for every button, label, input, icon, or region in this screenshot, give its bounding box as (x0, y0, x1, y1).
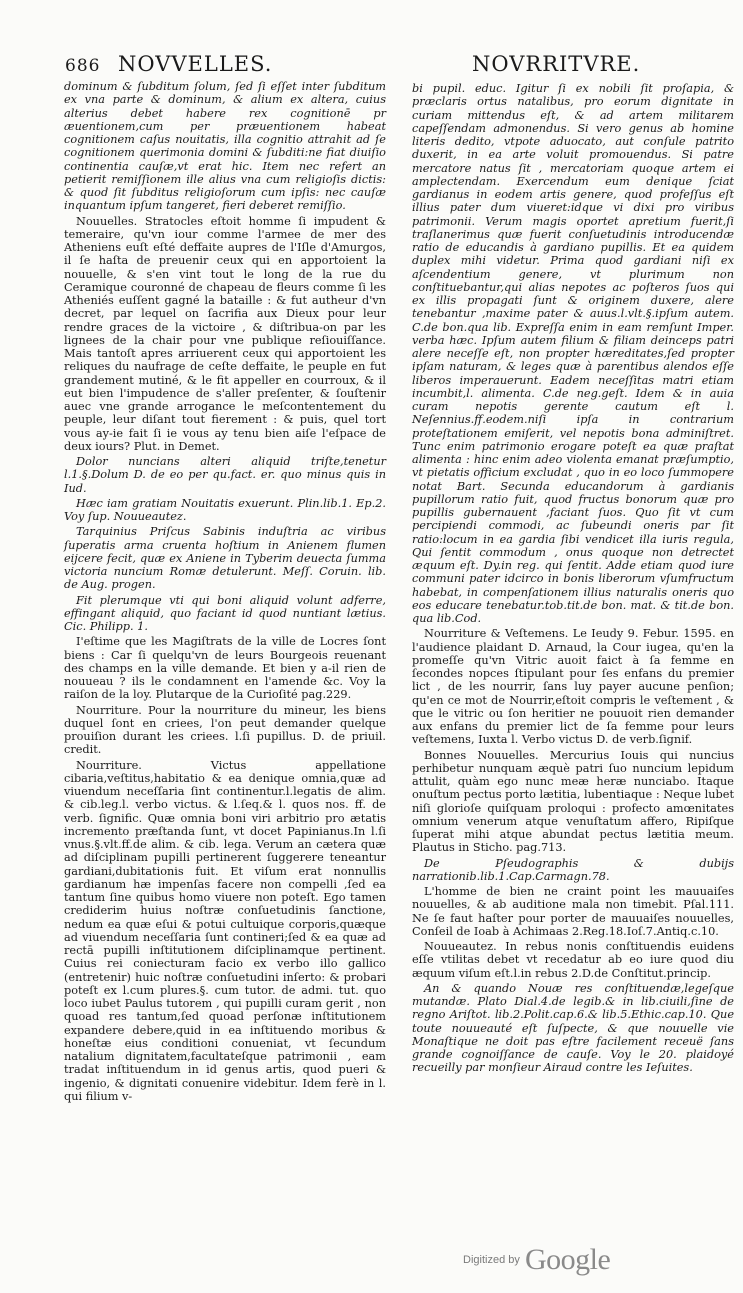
left-running-title: NOVVELLES. (118, 52, 273, 76)
paragraph: I'eſtime que les Magiſtrats de la ville de Locres ſont biens : Car ſi quelqu'vn de leurs Bourgeois reuenant des champs en la ville demande. Et bien y a-il rien de nouueau ? ils le condamnent en l'amende &c. Voy la raiſon de la loy. Plutarque de la Curioſité pag.229. (64, 635, 386, 702)
paragraph: Bonnes Nouuelles. Mercurius Iouis qui nuncius perhibetur nunquam æquè patri ſuo nuncium lepidum attulit, quàm ego nunc meæ heræ nunciabo. Itaque onuſtum pectus porto lætitia, lubentiaque : Neque lubet niſi glorioſe quiſquam proloqui : profecto amœnitates omnium venerum atque venuſtatum affero, Ripiſque ſuperat mihi atque abundat pectus lætitia meum. Plautus in Sticho. pag.713. (412, 748, 734, 855)
paragraph: De Pſeudographis & dubijs narrationib.lib.1.Cap.Carmagn.78. (412, 856, 734, 883)
left-column (64, 80, 386, 1103)
paragraph: Dolor nuncians alteri aliquid triſte,tenetur l.1.§.Dolum D. de eo per qu.fact. er. quo minus quis in Iud. (64, 455, 386, 495)
paragraph: Nouueautez. In rebus nonis conſtituendis euidens eſſe vtilitas debet vt recedatur ab eo iure quod diu æquum viſum eſt.l.in rebus 2.D.de Conſtitut.princip. (412, 940, 734, 980)
right-column (412, 82, 734, 1075)
paragraph: Nourriture & Veſtemens. Le Ieudy 9. Febur. 1595. en l'audience plaidant D. Arnaud, la Cour iugea, qu'en la promeſſe qu'vn Vitric auoit faict à ſa femme en ſecondes nopces ſtipulant pour ſes enfans du premier lict , de les nourrir, ſans luy payer aucune penſion; qu'en ce mot de Nourrir,eſtoit compris le veſtement , & que le vitric ou ſon heritier ne pouuoit rien demander aux enfans du premier lict de ſa femme pour leurs veſtemens, Iuxta l. Verbo victus D. de verb.ſignif. (412, 627, 734, 747)
digitized-by-label: Digitized by (463, 1254, 520, 1266)
paragraph: An & quando Nouæ res conſtituendæ,legeſque mutandæ. Plato Dial.4.de legib.& in lib.ciuili,ſine de regno Ariſtot. lib.2.Polit.cap.6.& lib.5.Ethic.cap.10. Que toute nouueauté eſt ſuſpecte, & que nouuelle vie Monaſtique ne doit pas eſtre facilement receuë ſans grande cognoiſſance de cauſe. Voy le 20. plaidoyé recueilly par monſieur Airaud contre les Ieſuites. (412, 981, 734, 1075)
paragraph: bi pupil. educ. Igitur ſi ex nobili ſit proſapia, & præclaris ortus natalibus, pro eorum dignitate in curiam mittendus eſt, & ad artem militarem capeſſendam admonendus. Si vero genus ab homine literis dedito, vtpote aduocato, aut conſule patrito duxerit, in ea arte voluit promouendus. Si patre mercatore natus ſit , mercatoriam quoque artem ei amplectendam. Exercendum eum denique ſciat gardianus in eodem artis genere, quod profeſſus eſt illius pater dum viueret:idque vi dixi pro viribus patrimonii. Verum magis oportet apretium fuerit,ſi traſlanerimus quæ fuerit conſuetudinis introducendæ ratio de educandis à gardiano pupillis. Et ea quidem duplex mihi videtur. Prima quod gardiani niſi ex aſcendentium genere, vt plurimum non conſtituebantur,qui alias nepotes ac poſteros ſuos qui ex illis propagati ſunt & originem duxere, alere tenebantur ,maxime pater & auus.l.vlt.§.ipſum autem. C.de bon.qua lib. Expreſſa enim in eam remſunt Imper. verba hæc. Ipſum autem filium & filiam deinceps patri alere neceſſe eſt, non propter hæreditates,ſed propter ipſam naturam, & leges quæ à parentibus alendos eſſe liberos imperauerunt. Eadem neceſſitas matri etiam incumbit,l. alimenta. C.de neg.geſt. Idem & in auia curam nepotis gerente cautum eſt l. Neſennius.ff.eodem.niſi ipſa in contrarium proteſtationem emiſerit, vel nepotis bona adminiſtret. Tunc enim patrimonio erogare poteſt ea quæ praſtat alimenta : hinc enim adeo violenta emanat præſumptio, vt pietatis officium excludat , quo in eo loco ſummopere notat Bart. Secunda educandorum à gardianis pupillorum ratio fuit, quod fructus bonorum quæ pro pupillis gubernauent ,faciant ſuos. Quo ſit vt cum percipiendi commodi, ac ſubeundi oneris par ſit ratio:locum in ea gardia ſibi vendicet illa iuris regula, Qui ſentit commodum , onus quoque non detrectet æquum eſt. Dy.in reg. qui ſentit. Adde etiam quod iure communi pater idcirco in bonis liberorum vſumfructum habebat, in compenſationem illius naturalis oneris quo eos educare tenebatur.tob.tit.de bon. mat. & tit.de bon. qua lib.Cod. (412, 82, 734, 625)
paragraph: Fit plerumque vti qui boni aliquid volunt adferre, effingant aliquid, quo faciant id quod nuntiant lætius. Cic. Philipp. 1. (64, 593, 386, 633)
paragraph: Nouuelles. Stratocles eſtoit homme ſi impudent & temeraire, qu'vn iour comme l'armee de mer des Atheniens euſt eſté deffaite aupres de l'Iſle d'Amurgos, il ſe haſta de preuenir ceux qui en apportoient la nouuelle, & s'en vint tout le long de la rue du Ceramique couronné de chapeau de fleurs comme ſi les Atheniés euſſent gagné la bataille : & fut autheur d'vn decret, par lequel on ſacrifia aux Dieux pour leur rendre graces de la victoire , & diſtribua-on par les lignees de la chair pour vne publique reſiouiſſance. Mais tantoſt apres arriuerent ceux qui apportoient les reliques du naufrage de ceſte deffaite, le peuple en fut grandement mutiné, & le fit appeller en courroux, & il eut bien l'impudence de s'aller preſenter, & ſouſtenir auec vne grande arrogance le meſcontentement du peuple, leur diſant tout fierement : & puis, quel tort vous ay-ie fait ſi ie vous ay tenu bien aiſe l'eſpace de deux iours? Plut. in Demet. (64, 214, 386, 453)
google-logo: Google (524, 1243, 611, 1276)
paragraph: L'homme de bien ne craint point les mauuaiſes nouuelles, & ab auditione mala non timebit. Pſal.111. Ne ſe faut haſter pour porter de mauuaiſes nouuelles, Conſeil de Ioab à Achimaas 2.Reg.18.Ioſ.7.Antiq.c.10. (412, 885, 734, 938)
page-number: 686 (65, 56, 101, 76)
paragraph: Hæc iam gratiam Nouitatis exuerunt. Plin.lib.1. Ep.2. Voy ſup. Nouueautez. (64, 496, 386, 523)
paragraph: Nourriture. Victus appellatione cibaria,veſtitus,habitatio & ea denique omnia,quæ ad viuendum neceſſaria ſint continentur.l.legatis de alim. & cib.leg.l. verbo victus. & l.ſeq.& l. quos nos. ff. de verb. ſignific. Quæ omnia boni viri arbitrio pro ætatis incremento præſtanda ſunt, vt docet Papinianus.In l.ſi vnus.§.vlt.ff.de alim. & cib. lega. Verum an cætera quæ ad diſciplinam pupilli pertinerent ſuggerere teneantur gardiani,dubitationis fuit. Et viſum erat nonnullis gardianum hæ impenſas facere non compelli ,ſed ea tantum ſine quibus homo viuere non poteſt. Ego tamen crediderim huius noſtræ conſuetudinis ſanctione, nedum ea quæ eſui & potui cultuique corporis,quæque ad viuendum neceſſaria ſunt contineri;ſed & ea quæ ad rectā pupilli inſtitutionem diſciplinamque pertinent. Cuius rei coniecturam facio ex verbo illo gallico (entretenir) huic noſtræ conſuetudini inſerto: & probari poteſt ex l.cum plures.§. cum tutor. de admi. tut. quo loco iubet Paulus tutorem , qui pupilli curam gerit , non quoad res tantum,ſed quoad perſonæ inſtitutionem expandere debere,quid in ea inſtituendo moribus & honeſtæ eius conditioni conueniat, vt ſecundum natalium dignitatem,facultateſque patrimonii , eam tradat inſtituendum in id genus artis, quod pueri & ingenio, & dignitati conuenire videbitur. Idem ferè in l. qui filium v- (64, 758, 386, 1103)
right-running-title: NOVRRITVRE. (472, 52, 641, 76)
paragraph: dominum & ſubditum ſolum, ſed ſi eſſet inter ſubditum ex vna parte & dominum, & alium ex altera, cuius alterius debet habere rex cognitionē pr æuentionem,cum per præuentionem habeat cognitionem caſus nouitatis, illa cognitio attrahit ad ſe cognitionem querimonia domini & ſubditi:ne fiat diuiſio continentia cauſæ,vt erat hic. Item nec refert an petierit remiſſionem ille alius vna cum religioſis dictis: & quod ſit ſubditus religioſorum cum ipſis: nec cauſæ inquantum ipſum tangeret, fieri deberet remiſſio. (64, 80, 386, 213)
google-watermark (463, 1243, 610, 1277)
paragraph: Nourriture. Pour la nourriture du mineur, les biens duquel ſont en criees, l'on peut demander quelque prouiſion durant les criees. l.ſi pupillus. D. de priuil. credit. (64, 703, 386, 757)
paragraph: Tarquinius Priſcus Sabinis induſtria ac viribus ſuperatis arma cruenta hoſtium in Anienem flumen eijcere fecit, quæ ex Aniene in Tyberim deuecta ſumma victoria nuncium Romæ detulerunt. Meſſ. Coruin. lib. de Aug. progen. (64, 525, 386, 592)
